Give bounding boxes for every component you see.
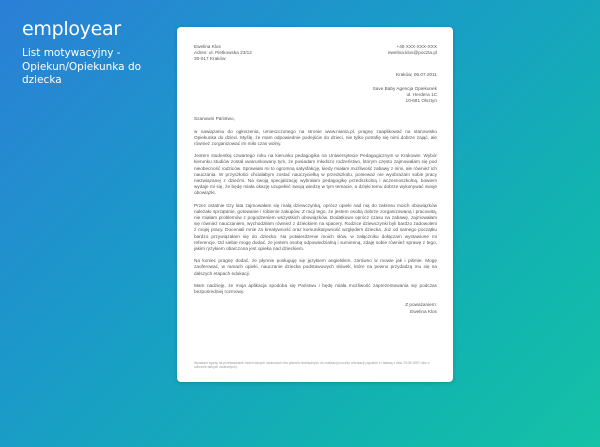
employear-logo[interactable]: employear bbox=[22, 18, 121, 40]
sender-name: Ewelina Klos bbox=[194, 44, 221, 49]
letter-header bbox=[194, 44, 437, 63]
paragraph-intro: w nawiązaniu do ogłoszenia, umieszczonego na stronie www.niania.pl, pragnę zaaplikować na stanowisko Opiekunka do dzieci. Myślę, że mam odpowiednie podejście do dzieci, nie tylko potrafię się nimi dobrze zająć, ale również zorganizować im miło czas wolny. bbox=[194, 128, 437, 147]
recipient-city: 10-681 Olsztyn bbox=[405, 98, 437, 104]
closing-phrase: Z poważaniem: bbox=[405, 302, 437, 308]
contact-block bbox=[388, 44, 437, 63]
letter-date: Kraków, 06.07.2011 bbox=[395, 71, 437, 77]
sender-phone: +48 XXX-XXX-XXX bbox=[396, 44, 437, 49]
recipient-street: ul. Herdera 1C bbox=[406, 92, 437, 98]
recipient-name: Save Baby Agencja Opiekunek bbox=[372, 85, 437, 91]
signature-name: Ewelina Klos bbox=[410, 308, 437, 314]
gdpr-clause: Wyrażam zgodę na przetwarzanie moich danych osobowych dla potrzeb niezbędnych do realizacji procesu rekrutacji (zgodnie z Ustawą z dnia 29.08.1997 roku o ochronie danych osobowych). bbox=[194, 361, 430, 370]
recipient-block bbox=[194, 86, 437, 105]
sender-address: Adres: ul. Pietkowska 23/12 bbox=[194, 50, 252, 56]
paragraph-closing: Mam nadzieję, że moja aplikacja spodoba się Państwu i będę miała możliwość zaprezentowania się podczas bezpośredniej rozmowy. bbox=[194, 282, 437, 295]
paragraph-languages: Na koniec pragnę dodać, że płynnie posługuję się językiem angielskim, zarówno w mowie jak i piśmie. Mogę zaoferować, w ramach opieki, nauczanie dziecka podstawowych słówek, które na pewno przydadzą mu się na dalszych etapach edukacji. bbox=[194, 258, 437, 276]
paragraph-education: Jestem studentką czwartego roku na kierunku pedagogika na Uniwersytecie Pedagogicznym w Krakowie. Wybór kierunku studiów został uwarunkowany tym, że posiadam młodszo rodzeństwo, którym często zajmowałam się pod nieobecność rodziców. Sprawiało mi to ogromną satysfakcję, kiedy miałam możliwość zabawy z nimi, ale również ich nauczania. W przyszłości chciałabym zostać nauczycielką w przedszkolu, ponieważ nie wyobrażam sobie pracy niezwiązanej z dziećmi. Na swoją specjalizację wybrałam pedagogikę przedszkolną i wczesnoszkolną, bowiem wydaje mi się, że będę miała okazję uzupełnić swoją wiedzę w tym temacie, a dzięki temu dobrze wykonywać swoje obowiązki. bbox=[194, 153, 437, 196]
letter-page bbox=[177, 27, 453, 382]
salutation: Szanowni Państwo, bbox=[194, 116, 235, 122]
paragraph-experience: Przez ostatnie trzy lata zajmowałam się małą dziewczynką, oprócz opieki nad nią do zakresu moich obowiązków należało sprzątanie, gotowanie i robienie zakupów. Z racji tego, że jestem osobą dobrze zorganizowaną i pracowitą, nie miałam problemów z pogodzeniem wszystkich obowiązków. Dodatkowo oprócz czasu na zabawę, zajmowałam się również nauczaniem, wychodziłam również z dzieckiem na spacery. Rodzice dziewczynki byli bardzo zadowoleni z mojej pracy. Doceniali mnie za kreatywność oraz komunikatywność względem dziecka. Już od samego początku bardzo przywiązałam się do dziecka. Na potwierdzenie moich słów, w załączniku dołączam wystawione mi referencje. Od siebie mogę dodać, że jestem osobą odpowiedzialną i sumienną, zdaję sobie również sprawę z tego, jakim ryzykiem obarczona jest opieka nad dzieckiem. bbox=[194, 202, 437, 252]
sender-email: ewelina.klos@poczta.pl bbox=[387, 50, 437, 56]
sender-city: 30-017 Kraków bbox=[194, 56, 226, 62]
sender-block bbox=[194, 44, 252, 63]
closing-block bbox=[194, 302, 437, 314]
document-title: List motywacyjny - Opiekun/Opiekunka do dziecka bbox=[22, 47, 142, 86]
